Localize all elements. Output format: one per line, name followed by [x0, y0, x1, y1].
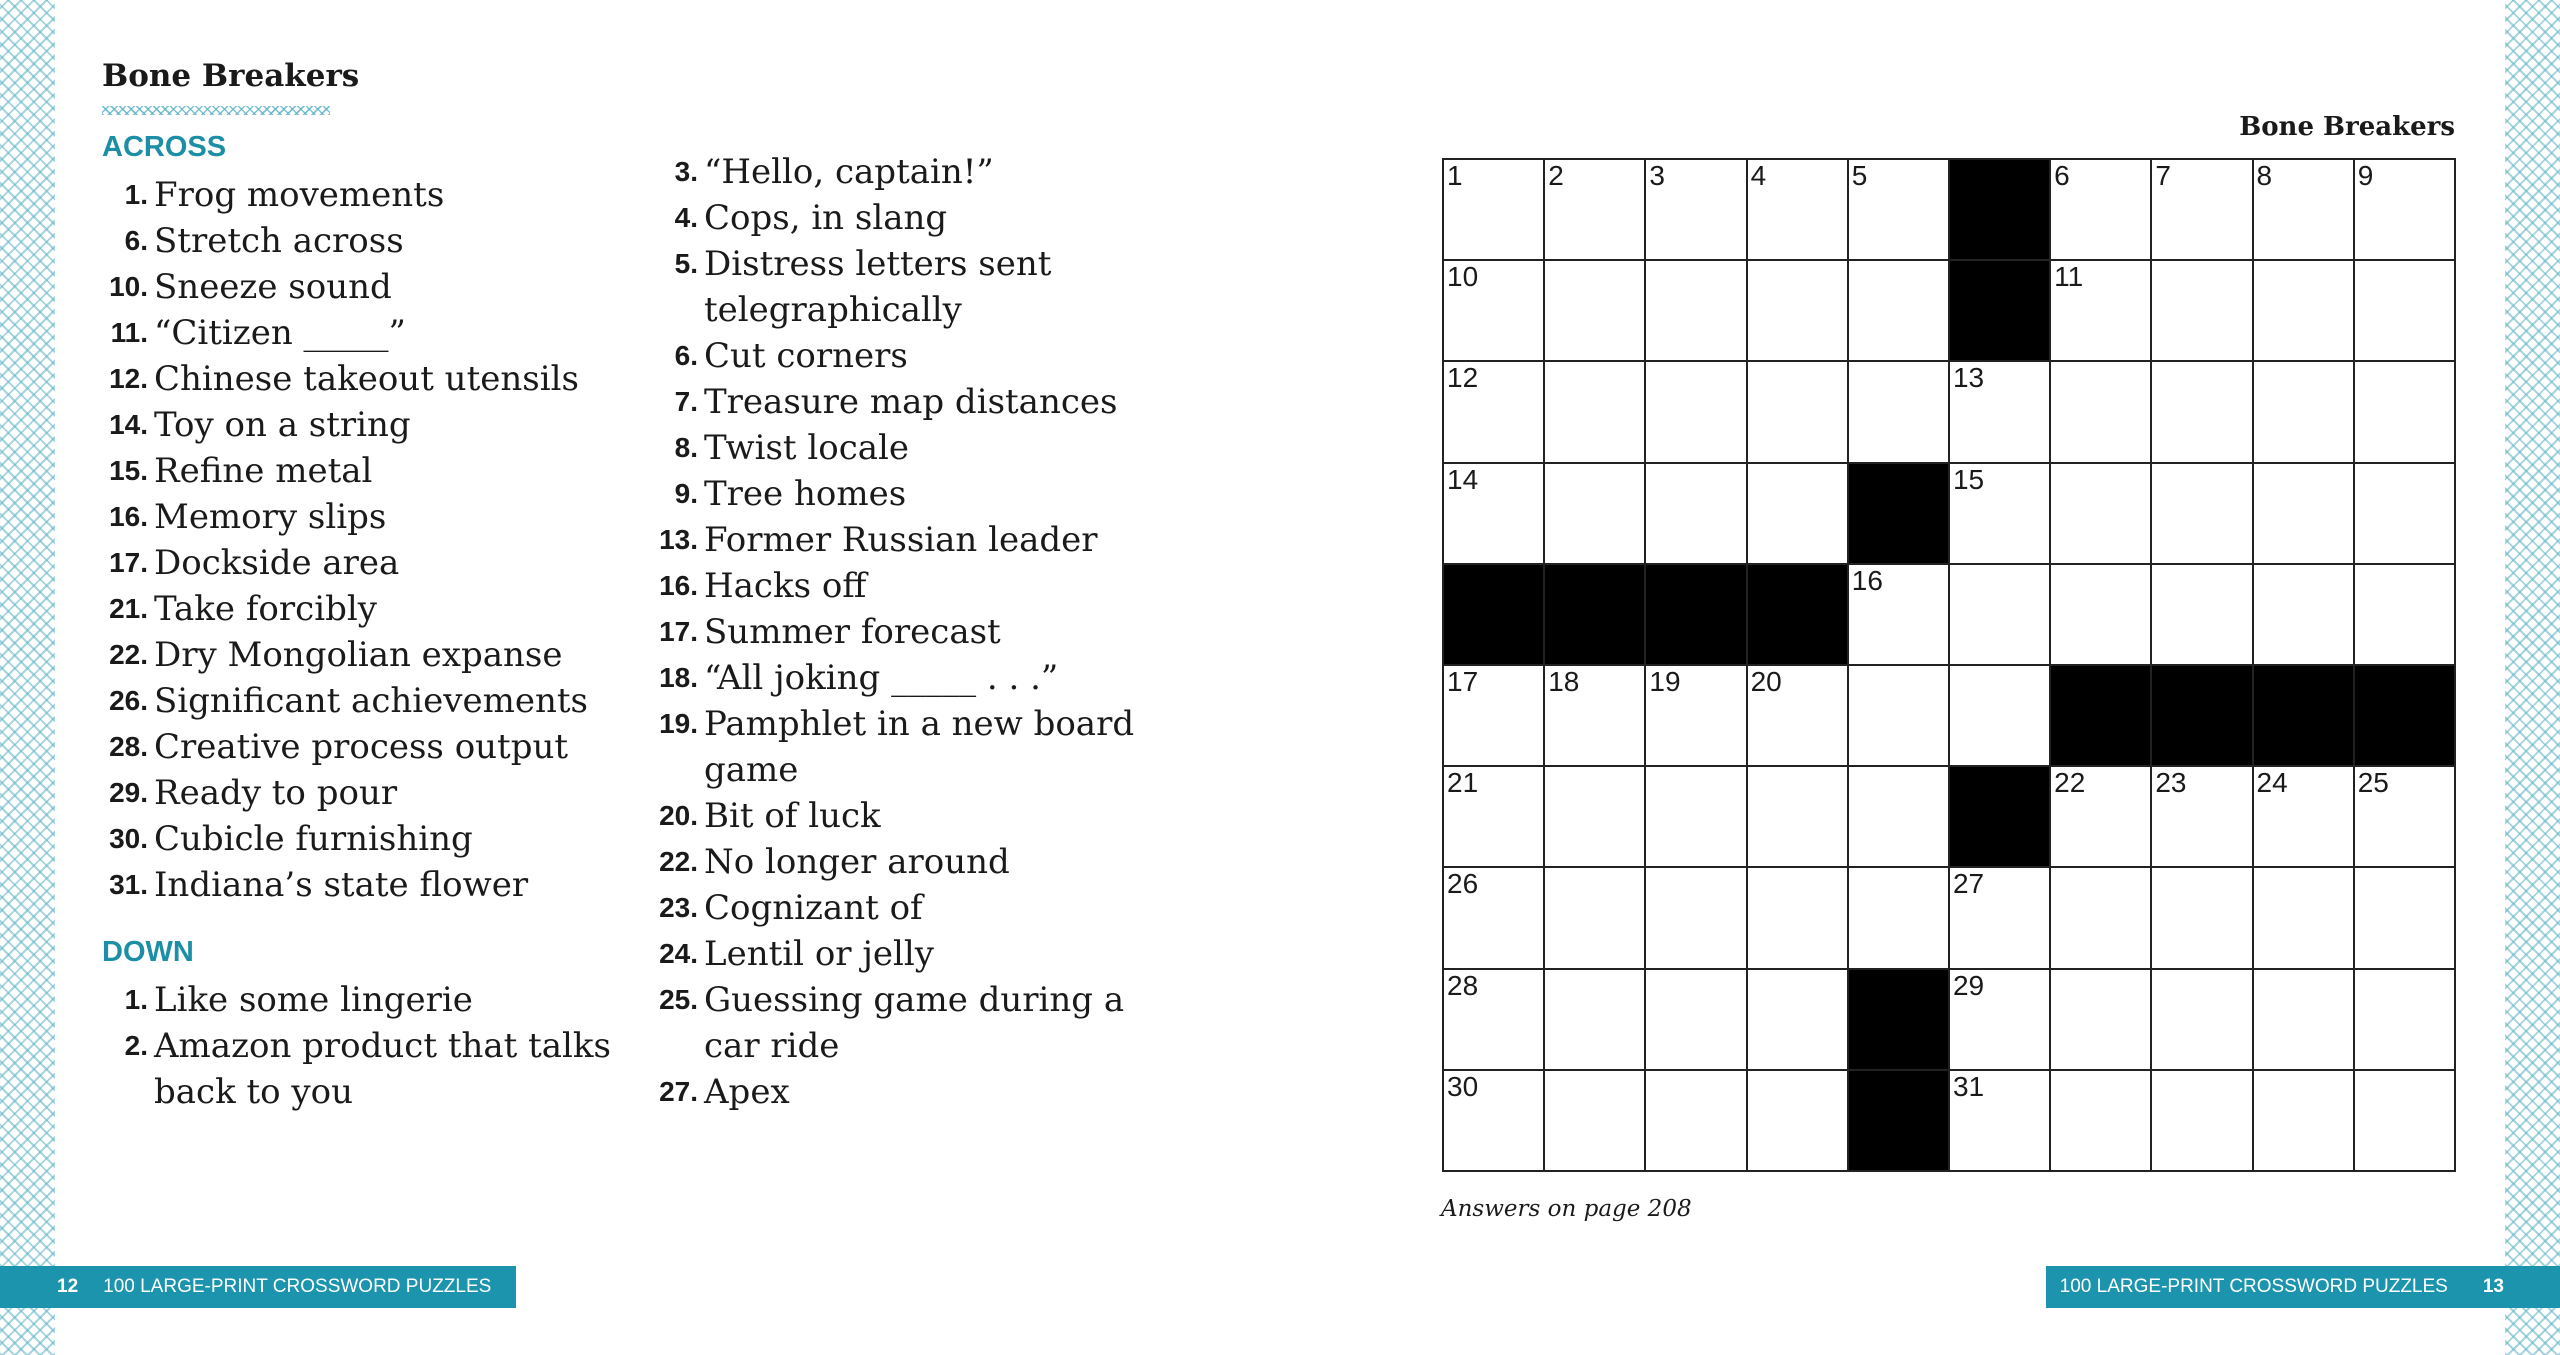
clue-item: [652, 563, 1172, 609]
grid-cell[interactable]: [1545, 160, 1646, 261]
grid-cell[interactable]: [1545, 868, 1646, 969]
grid-cell[interactable]: [1849, 565, 1950, 666]
grid-cell[interactable]: [1849, 160, 1950, 261]
cell-number: 22: [2054, 767, 2086, 799]
grid-cell[interactable]: [1748, 160, 1849, 261]
grid-cell[interactable]: [2254, 970, 2355, 1071]
grid-cell[interactable]: [2254, 160, 2355, 261]
cell-number: 12: [1447, 362, 1479, 394]
clue-number: 12.: [109, 363, 148, 394]
grid-cell[interactable]: [1444, 261, 1545, 362]
grid-block: [1849, 464, 1950, 565]
clue-number: 21.: [109, 593, 148, 624]
clue-number: 13.: [659, 524, 698, 555]
grid-block: [1950, 261, 2051, 362]
down-clue-list-column-1: [102, 977, 632, 1115]
clue-text: Hacks off: [704, 566, 867, 606]
clue-text: Summer forecast: [704, 612, 1001, 652]
grid-cell[interactable]: [1444, 868, 1545, 969]
clue-number: 17.: [109, 547, 148, 578]
grid-title: Bone Breakers: [2239, 112, 2455, 142]
clue-item: [102, 172, 632, 218]
grid-cell[interactable]: [2152, 160, 2253, 261]
clue-item: [102, 218, 632, 264]
grid-cell[interactable]: [1646, 464, 1747, 565]
cell-number: 14: [1447, 463, 1479, 495]
clue-item: [652, 931, 1172, 977]
clue-number: 6.: [674, 340, 698, 371]
cell-number: 4: [1750, 160, 1767, 191]
clue-item: [652, 471, 1172, 517]
cell-number: 20: [1750, 665, 1782, 697]
clue-item: [102, 977, 632, 1023]
grid-cell[interactable]: [2254, 565, 2355, 666]
clue-item: [102, 816, 632, 862]
clue-item: [652, 1069, 1172, 1115]
clue-item: [102, 586, 632, 632]
grid-cell[interactable]: [2051, 868, 2152, 969]
grid-block: [1646, 565, 1747, 666]
grid-cell[interactable]: [2254, 1071, 2355, 1172]
clue-number: 14.: [109, 409, 148, 440]
clue-number: 16.: [659, 570, 698, 601]
grid-cell[interactable]: [1646, 362, 1747, 463]
clue-number: 19.: [659, 708, 698, 739]
grid-cell[interactable]: [2355, 767, 2456, 868]
grid-cell[interactable]: [2152, 970, 2253, 1071]
clue-item: [652, 241, 1172, 333]
clue-item: [652, 379, 1172, 425]
clue-text: Sneeze sound: [154, 267, 392, 307]
cell-number: 25: [2357, 767, 2389, 799]
grid-cell[interactable]: [1646, 970, 1747, 1071]
clue-text: Ready to pour: [154, 773, 398, 813]
clue-item: [102, 494, 632, 540]
clue-number: 23.: [659, 892, 698, 923]
clue-number: 29.: [109, 777, 148, 808]
clue-item: [102, 1023, 632, 1115]
clue-number: 2.: [124, 1030, 148, 1061]
grid-cell[interactable]: [1444, 464, 1545, 565]
right-footer-title: 100 LARGE-PRINT CROSSWORD PUZZLES: [2059, 1276, 2448, 1297]
clue-text: Memory slips: [154, 497, 387, 537]
cell-number: 8: [2256, 160, 2273, 191]
clue-text: Apex: [704, 1072, 790, 1112]
clue-text: Indiana’s state flower: [154, 865, 529, 905]
grid-cell[interactable]: [2051, 1071, 2152, 1172]
grid-cell[interactable]: [1444, 666, 1545, 767]
grid-cell[interactable]: [1444, 362, 1545, 463]
grid-cell[interactable]: [2051, 767, 2152, 868]
cell-number: 10: [1447, 261, 1479, 293]
clue-text: Bit of luck: [704, 796, 881, 836]
clue-item: [102, 356, 632, 402]
right-page-edge-pattern: [2505, 0, 2560, 1355]
clue-item: [652, 195, 1172, 241]
crossword-grid: [1442, 158, 2456, 1172]
grid-cell[interactable]: [2051, 362, 2152, 463]
clue-item: [652, 425, 1172, 471]
clue-number: 11.: [110, 317, 148, 348]
clue-number: 22.: [659, 846, 698, 877]
grid-cell[interactable]: [1646, 868, 1747, 969]
cell-number: 6: [2054, 160, 2070, 191]
clue-item: [102, 632, 632, 678]
clue-number: 31.: [109, 869, 148, 900]
grid-block: [1748, 565, 1849, 666]
clue-text: Distress letters sent telegraphically: [704, 244, 1052, 330]
clue-text: Lentil or jelly: [704, 934, 934, 974]
clue-item: [102, 678, 632, 724]
grid-cell[interactable]: [1849, 868, 1950, 969]
clue-item: [102, 724, 632, 770]
clue-number: 8.: [674, 432, 698, 463]
grid-cell[interactable]: [1545, 261, 1646, 362]
clue-number: 9.: [674, 478, 698, 509]
grid-cell[interactable]: [2152, 261, 2253, 362]
grid-cell[interactable]: [1950, 868, 2051, 969]
grid-cell[interactable]: [2051, 261, 2152, 362]
grid-cell[interactable]: [1849, 362, 1950, 463]
grid-block: [2051, 666, 2152, 767]
clue-number: 15.: [109, 455, 148, 486]
grid-cell[interactable]: [1646, 261, 1747, 362]
clue-text: Chinese takeout utensils: [154, 359, 579, 399]
clue-item: [652, 793, 1172, 839]
left-footer-bar: [0, 1266, 516, 1308]
grid-cell[interactable]: [2355, 565, 2456, 666]
clue-item: [102, 770, 632, 816]
clue-text: Twist locale: [704, 428, 910, 468]
grid-cell[interactable]: [2051, 160, 2152, 261]
clue-item: [102, 402, 632, 448]
clue-item: [652, 517, 1172, 563]
cell-number: 29: [1952, 969, 1985, 1001]
clue-text: Stretch across: [154, 221, 404, 261]
grid-cell[interactable]: [1545, 464, 1646, 565]
cell-number: 28: [1447, 969, 1479, 1001]
grid-cell[interactable]: [2051, 970, 2152, 1071]
clue-item: [652, 655, 1172, 701]
clue-text: Refine metal: [154, 451, 373, 491]
down-clue-list-column-2: [652, 149, 1172, 1115]
cell-number: 18: [1548, 665, 1580, 697]
grid-block: [1849, 970, 1950, 1071]
clue-item: [652, 609, 1172, 655]
across-clue-list: [102, 172, 632, 908]
clue-text: Amazon product that talks back to you: [154, 1026, 611, 1112]
clue-number: 26.: [109, 685, 148, 716]
grid-cell[interactable]: [1950, 666, 2051, 767]
cell-number: 23: [2155, 767, 2187, 799]
clue-text: Pamphlet in a new board game: [704, 704, 1135, 790]
grid-cell[interactable]: [1444, 767, 1545, 868]
cell-number: 11: [2054, 261, 2084, 293]
clue-number: 10.: [109, 271, 148, 302]
grid-cell[interactable]: [2152, 1071, 2253, 1172]
grid-cell[interactable]: [1646, 666, 1747, 767]
grid-cell[interactable]: [2152, 464, 2253, 565]
grid-block: [1950, 160, 2051, 261]
clue-number: 1.: [124, 179, 148, 210]
clue-number: 22.: [109, 639, 148, 670]
cell-number: 1: [1447, 160, 1463, 191]
clue-item: [102, 540, 632, 586]
clue-number: 24.: [659, 938, 698, 969]
clue-text: Take forcibly: [154, 589, 377, 629]
clue-item: [652, 977, 1172, 1069]
grid-cell[interactable]: [1950, 970, 2051, 1071]
cell-number: 17: [1447, 665, 1479, 697]
clue-number: 7.: [674, 386, 698, 417]
clue-item: [102, 310, 632, 356]
grid-cell[interactable]: [2254, 464, 2355, 565]
clue-text: Like some lingerie: [154, 980, 473, 1020]
cell-number: 9: [2357, 160, 2374, 191]
clue-text: Cubicle furnishing: [154, 819, 473, 859]
grid-cell[interactable]: [1748, 362, 1849, 463]
grid-cell[interactable]: [2355, 160, 2456, 261]
grid-cell[interactable]: [1748, 868, 1849, 969]
grid-cell[interactable]: [2051, 464, 2152, 565]
clue-number: 6.: [124, 225, 148, 256]
grid-cell[interactable]: [1748, 261, 1849, 362]
clue-number: 3.: [674, 156, 698, 187]
grid-cell[interactable]: [1444, 1071, 1545, 1172]
grid-cell[interactable]: [2355, 464, 2456, 565]
cell-number: 24: [2256, 767, 2288, 799]
grid-block: [1545, 565, 1646, 666]
grid-cell[interactable]: [1545, 767, 1646, 868]
grid-cell[interactable]: [2254, 362, 2355, 463]
clue-item: [102, 264, 632, 310]
clue-item: [652, 839, 1172, 885]
clue-number: 18.: [659, 662, 698, 693]
grid-cell[interactable]: [2254, 868, 2355, 969]
clue-text: Frog movements: [154, 175, 445, 215]
grid-cell[interactable]: [2152, 362, 2253, 463]
cell-number: 26: [1447, 868, 1479, 900]
grid-cell[interactable]: [2355, 261, 2456, 362]
clue-text: “Hello, captain!”: [704, 152, 994, 192]
clue-text: Tree homes: [704, 474, 907, 514]
across-heading: ACROSS: [102, 131, 227, 163]
clue-number: 4.: [674, 202, 698, 233]
grid-cell[interactable]: [1646, 1071, 1747, 1172]
clue-item: [652, 885, 1172, 931]
clue-text: Dry Mongolian expanse: [154, 635, 563, 675]
grid-cell[interactable]: [1748, 1071, 1849, 1172]
cell-number: 31: [1952, 1070, 1985, 1102]
clue-number: 20.: [659, 800, 698, 831]
grid-cell[interactable]: [1748, 970, 1849, 1071]
grid-cell[interactable]: [1646, 767, 1747, 868]
clue-text: Toy on a string: [154, 405, 411, 445]
grid-cell[interactable]: [2355, 970, 2456, 1071]
down-heading: DOWN: [102, 936, 194, 968]
grid-cell[interactable]: [1849, 767, 1950, 868]
grid-block: [1849, 1071, 1950, 1172]
clue-item: [652, 333, 1172, 379]
clue-number: 25.: [659, 984, 698, 1015]
clue-item: [102, 862, 632, 908]
grid-cell[interactable]: [2152, 565, 2253, 666]
clue-text: Cognizant of: [704, 888, 923, 928]
clue-number: 27.: [659, 1076, 698, 1107]
cell-number: 19: [1649, 665, 1681, 697]
clue-item: [652, 149, 1172, 195]
grid-block: [2355, 666, 2456, 767]
grid-cell[interactable]: [2355, 1071, 2456, 1172]
clue-item: [102, 448, 632, 494]
cell-number: 15: [1952, 463, 1985, 495]
grid-block: [2152, 666, 2253, 767]
grid-cell[interactable]: [1444, 160, 1545, 261]
clue-number: 5.: [674, 248, 698, 279]
right-footer-bar: [2046, 1266, 2560, 1308]
right-page-number: 13: [2482, 1276, 2504, 1297]
grid-cell[interactable]: [1545, 666, 1646, 767]
clue-text: Former Russian leader: [704, 520, 1098, 560]
cell-number: 2: [1548, 160, 1564, 191]
left-page-edge-pattern: [0, 0, 55, 1355]
grid-block: [2254, 666, 2355, 767]
clue-number: 1.: [124, 984, 148, 1015]
clue-number: 30.: [109, 823, 148, 854]
grid-cell[interactable]: [1545, 1071, 1646, 1172]
grid-block: [1444, 565, 1545, 666]
grid-cell[interactable]: [1849, 666, 1950, 767]
cell-number: 7: [2155, 160, 2171, 191]
grid-cell[interactable]: [1748, 666, 1849, 767]
left-footer-title: 100 LARGE-PRINT CROSSWORD PUZZLES: [103, 1276, 492, 1297]
answers-note: Answers on page 208: [1441, 1196, 1692, 1222]
grid-cell[interactable]: [1748, 464, 1849, 565]
grid-cell[interactable]: [2051, 565, 2152, 666]
cell-number: 3: [1649, 160, 1665, 191]
grid-cell[interactable]: [2152, 767, 2253, 868]
left-page-number: 12: [57, 1276, 79, 1297]
clue-text: Cut corners: [704, 336, 908, 376]
clue-number: 28.: [109, 731, 148, 762]
clue-text: Creative process output: [154, 727, 569, 767]
clue-item: [652, 701, 1172, 793]
grid-cell[interactable]: [2152, 868, 2253, 969]
grid-cell[interactable]: [2254, 767, 2355, 868]
cell-number: 21: [1447, 767, 1479, 799]
cell-number: 16: [1851, 564, 1883, 596]
grid-block: [1950, 767, 2051, 868]
grid-cell[interactable]: [1950, 362, 2051, 463]
clue-text: Dockside area: [154, 543, 400, 583]
clue-text: No longer around: [704, 842, 1010, 882]
grid-cell[interactable]: [1748, 767, 1849, 868]
clue-text: “All joking _____ . . .”: [704, 658, 1059, 698]
grid-cell[interactable]: [2355, 868, 2456, 969]
grid-cell[interactable]: [1545, 970, 1646, 1071]
clue-text: Guessing game during a car ride: [704, 980, 1125, 1066]
clue-text: Treasure map distances: [704, 382, 1118, 422]
clue-text: Significant achievements: [154, 681, 588, 721]
grid-cell[interactable]: [1444, 970, 1545, 1071]
grid-cell[interactable]: [1950, 565, 2051, 666]
title-underline-pattern: [102, 106, 330, 115]
clue-text: Cops, in slang: [704, 198, 948, 238]
grid-cell[interactable]: [1849, 261, 1950, 362]
clue-text: “Citizen _____”: [154, 313, 406, 353]
grid-cell[interactable]: [1950, 464, 2051, 565]
clue-number: 16.: [109, 501, 148, 532]
grid-cell[interactable]: [1950, 1071, 2051, 1172]
cell-number: 13: [1952, 362, 1985, 394]
grid-cell[interactable]: [2254, 261, 2355, 362]
clue-number: 17.: [659, 616, 698, 647]
puzzle-title: Bone Breakers: [102, 58, 360, 94]
grid-cell[interactable]: [1545, 362, 1646, 463]
cell-number: 30: [1447, 1070, 1479, 1102]
grid-cell[interactable]: [2355, 362, 2456, 463]
grid-cell[interactable]: [1646, 160, 1747, 261]
cell-number: 27: [1952, 868, 1985, 900]
cell-number: 5: [1851, 160, 1868, 191]
